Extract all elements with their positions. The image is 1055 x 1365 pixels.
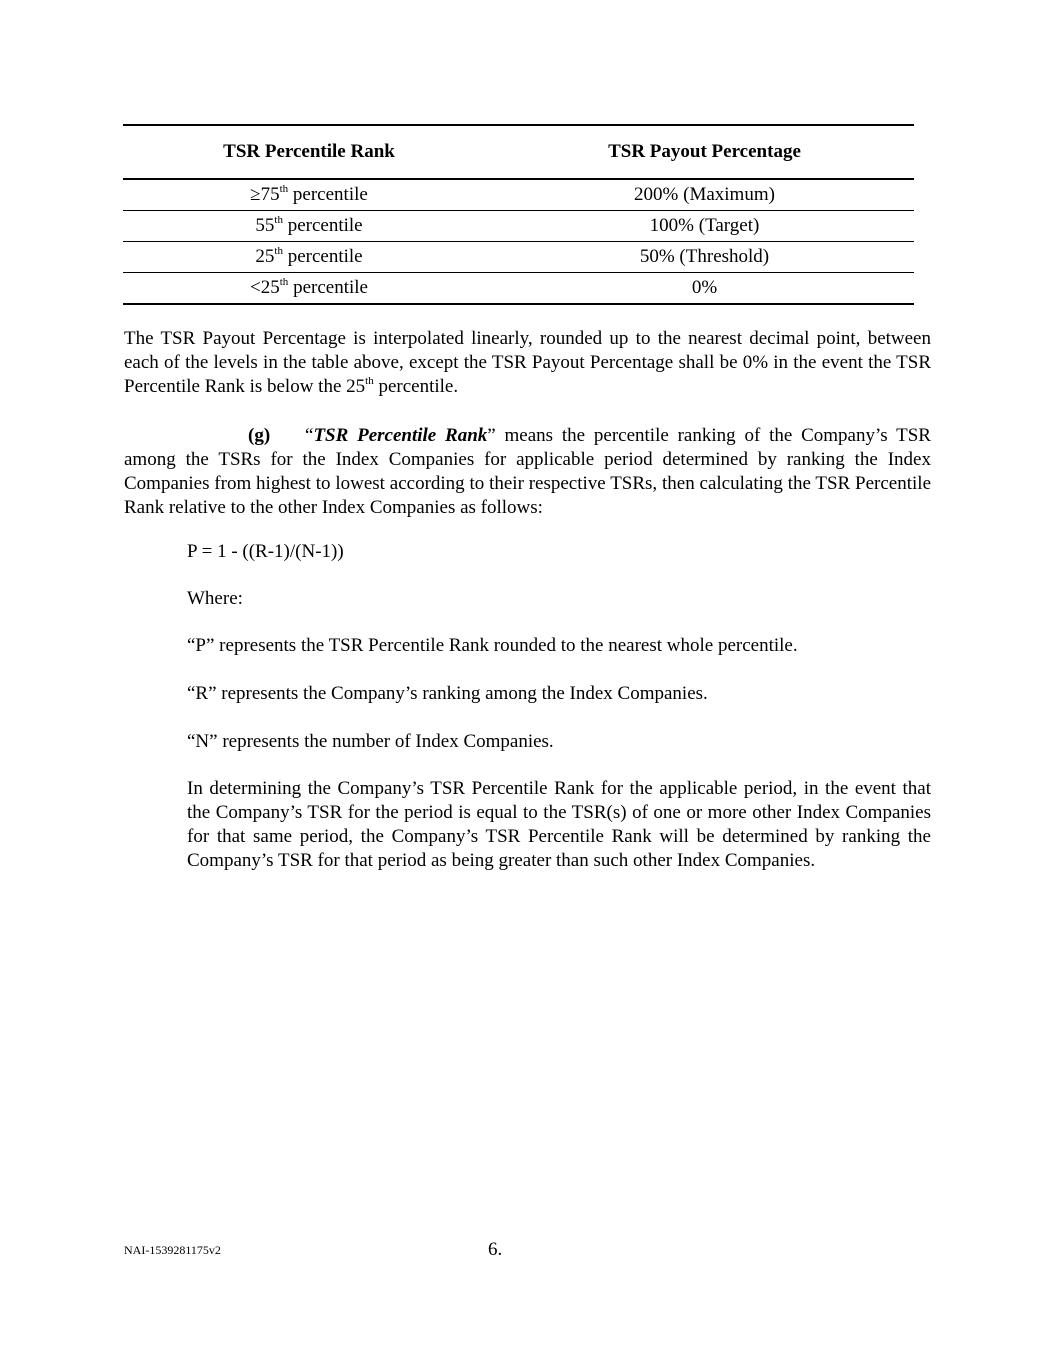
table-header-row xyxy=(123,125,914,179)
rank-cell: 55th percentile xyxy=(123,211,495,242)
tie-rule-paragraph: In determining the Company’s TSR Percentile Rank for the applicable period, in the event that the Company’s TSR for the period is equal to the TSR(s) of one or more other Index Companies for that same period, the Company’s TSR Percentile Rank will be determined by ranking the Company’s TSR for that period as being greater than such other Index Companies. xyxy=(187,778,931,871)
definition-n: “N” represents the number of Index Companies. xyxy=(187,731,554,752)
header-payout-percentage: TSR Payout Percentage xyxy=(495,125,914,179)
table-row xyxy=(123,211,914,242)
page-number: 6. xyxy=(488,1239,503,1260)
rank-cell: 25th percentile xyxy=(123,242,495,273)
interpolation-paragraph: The TSR Payout Percentage is interpolated linearly, rounded up to the nearest decimal point, between each of the levels in the table above, except the TSR Payout Percentage shall be 0% in the event the TSR Percentile Rank is below the 25th percentile. xyxy=(124,328,931,397)
table-row xyxy=(123,242,914,273)
definition-p: “P” represents the TSR Percentile Rank rounded to the nearest whole percentile. xyxy=(187,635,798,656)
defined-term: TSR Percentile Rank xyxy=(313,425,488,446)
payout-cell: 100% (Target) xyxy=(495,211,914,242)
payout-cell: 200% (Maximum) xyxy=(495,179,914,211)
rank-cell: ≥75th percentile xyxy=(123,179,495,211)
payout-cell: 0% xyxy=(495,273,914,305)
table-row xyxy=(123,179,914,211)
header-percentile-rank: TSR Percentile Rank xyxy=(123,125,495,179)
document-id: NAI-1539281175v2 xyxy=(124,1243,221,1257)
definition-r: “R” represents the Company’s ranking among the Index Companies. xyxy=(187,683,708,704)
percentile-formula: P = 1 - ((R-1)/(N-1)) xyxy=(187,541,344,562)
rank-cell: <25th percentile xyxy=(123,273,495,305)
where-label: Where: xyxy=(187,588,243,609)
table-row xyxy=(123,273,914,305)
section-label: (g) xyxy=(248,425,271,446)
tsr-percentile-rank-definition: (g) “TSR Percentile Rank” means the percentile ranking of the Company’s TSR among the TSRs for the Index Companies for applicable period determined by ranking the Index Companies from highest to lowest according to their respective TSRs, then calculating the TSR Percentile Rank relative to the other Index Companies as follows: xyxy=(124,425,931,518)
payout-cell: 50% (Threshold) xyxy=(495,242,914,273)
tsr-payout-table xyxy=(123,124,914,305)
